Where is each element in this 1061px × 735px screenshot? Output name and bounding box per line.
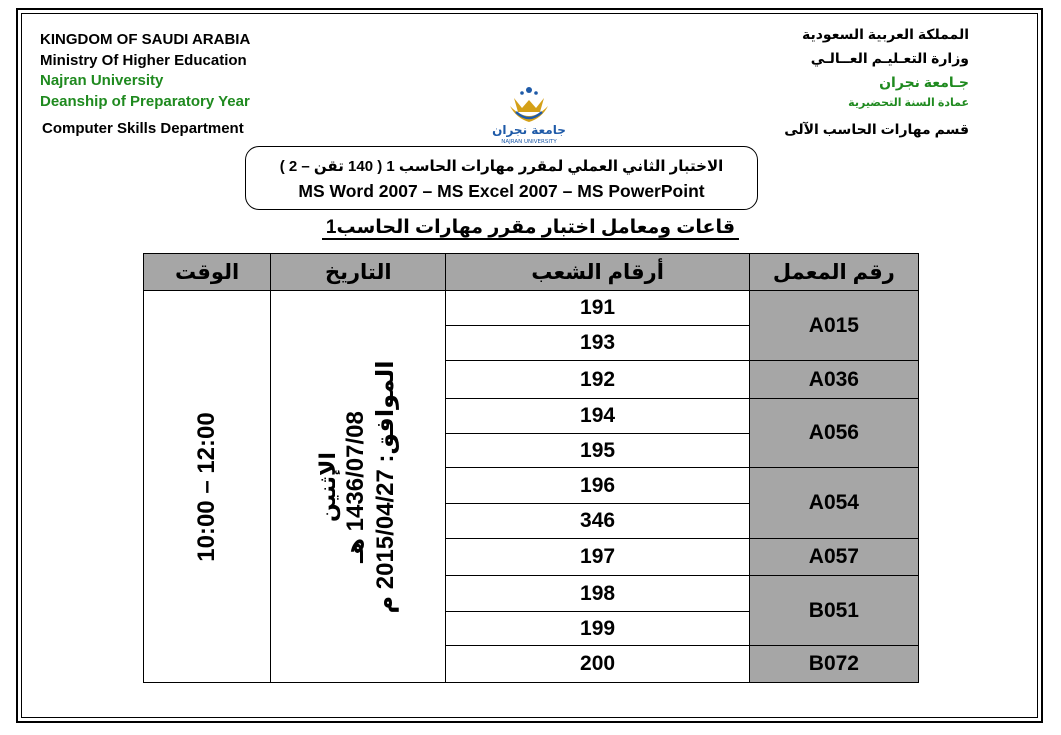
university-en: Najran University [40,72,164,89]
page-title [0,216,1061,239]
header-left [40,30,250,112]
section-number: 195 [446,434,749,468]
lab-number: B072 [749,646,918,683]
table-header-row [144,254,919,291]
university-ar: جـامعة نجران [879,74,969,90]
section-number: 199 [446,612,749,646]
lab-number: A036 [749,361,918,399]
section-number: 193 [446,326,749,361]
date-gregorian: الموافق: 2015/04/27 م [372,360,400,613]
logo-text-ar: جامعة نجران [492,123,566,137]
department-en: Computer Skills Department [42,120,244,137]
page-title-text: قاعات ومعامل اختبار مقرر مهارات الحاسب1 [322,217,739,240]
header-date: التاريخ [271,254,446,291]
section-number: 196 [446,468,749,504]
time-cell [144,291,271,683]
exam-info-box [245,146,758,210]
logo-text-en: NAJRAN UNIVERSITY [501,139,557,145]
section-number: 194 [446,399,749,434]
exam-software: MS Word 2007 – MS Excel 2007 – MS PowerPoint [298,181,705,201]
deanship-en: Deanship of Preparatory Year [40,92,250,110]
section-number: 200 [446,646,749,683]
date-cell [271,291,446,683]
department-ar: قسم مهارات الحاسب الآلى [784,121,969,137]
section-number: 198 [446,576,749,612]
header-right [802,22,969,112]
ministry-ar: وزارة التعـليـم العــالـي [810,50,969,66]
lab-number: B051 [749,576,918,646]
header-sections: أرقام الشعب [446,254,749,291]
logo-emblem-icon [510,87,548,122]
lab-number: A057 [749,539,918,576]
section-number: 191 [446,291,749,326]
section-number: 197 [446,539,749,576]
header-time: الوقت [144,254,271,291]
university-logo [492,78,566,152]
section-number: 346 [446,504,749,539]
kingdom-en: KINGDOM OF SAUDI ARABIA [40,31,251,48]
table-row [144,291,919,326]
date-block [315,360,401,613]
section-number: 192 [446,361,749,399]
schedule-table [143,253,919,683]
lab-number: A056 [749,399,918,468]
time-value: 10:00 – 12:00 [193,411,221,562]
date-day: الإثنين [315,451,341,522]
deanship-ar: عمادة السنة التحضيرية [848,97,969,109]
date-hijri: 1436/07/08 هـ [342,410,370,563]
kingdom-ar: المملكة العربية السعودية [802,26,969,42]
exam-title-ar: الاختبار الثاني العملي لمقرر مهارات الحاسب 1 ( 140 تقن – 2 ) [279,158,724,175]
lab-number: A015 [749,291,918,361]
lab-number: A054 [749,468,918,539]
ministry-en: Ministry Of Higher Education [40,51,247,69]
header-lab: رقم المعمل [749,254,918,291]
